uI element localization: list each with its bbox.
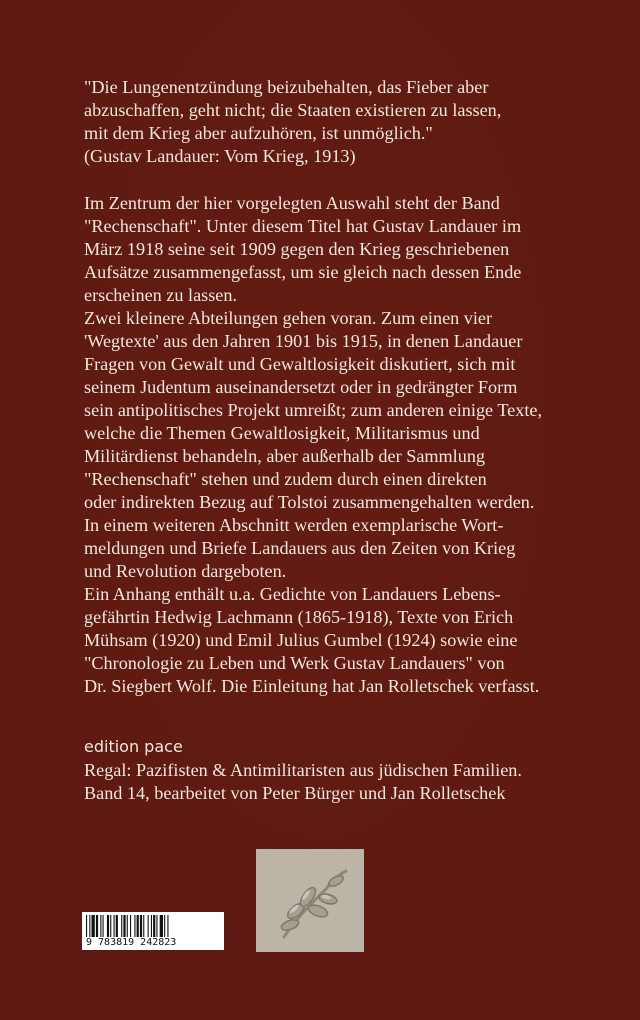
blurb-line: sein antipolitisches Projekt umreißt; zum anderen einige Texte,: [84, 400, 543, 420]
blurb-line: erscheinen zu lassen.: [84, 285, 238, 305]
epigraph-quote: [84, 76, 604, 168]
barcode-bar: [137, 915, 139, 939]
barcode-bar: [160, 915, 163, 939]
barcode-bar: [167, 915, 168, 939]
blurb-line: Zwei kleinere Abteilungen gehen voran. Zum einen vier: [84, 308, 493, 328]
barcode-bar: [96, 915, 98, 939]
blurb-line: Dr. Siegbert Wolf. Die Einleitung hat Jan Rolletschek verfasst.: [84, 676, 540, 696]
barcode-bar: [148, 915, 149, 939]
barcode-bar: [116, 915, 118, 939]
barcode-bar: [121, 915, 122, 939]
barcode-bar: [164, 915, 165, 939]
series-line: Regal: Pazifisten & Antimilitaristen aus jüdischen Familien.: [84, 760, 522, 780]
barcode-bar: [151, 915, 152, 939]
barcode-bar: [143, 915, 144, 939]
barcode-bar: [86, 915, 87, 939]
volume-line: Band 14, bearbeitet von Peter Bürger und Jan Rolletschek: [84, 783, 506, 803]
barcode-bar: [103, 915, 104, 939]
barcode-bars-icon: [86, 915, 220, 939]
series-info: [84, 759, 624, 805]
blurb-line: welche die Themen Gewaltlosigkeit, Militarismus und: [84, 423, 480, 443]
barcode-bar: [127, 915, 128, 939]
blurb-line: Fragen von Gewalt und Gewaltlosigkeit diskutiert, sich mit: [84, 354, 516, 374]
barcode-bar: [156, 915, 157, 939]
barcode-bar: [114, 915, 115, 939]
blurb-line: gefährtin Hedwig Lachmann (1865-1918), Texte von Erich: [84, 607, 514, 627]
blurb-line: Militärdienst behandeln, aber außerhalb der Sammlung: [84, 446, 486, 466]
barcode-bar: [153, 915, 155, 939]
blurb-line: meldungen und Briefe Landauers aus den Zeiten von Krieg: [84, 538, 516, 558]
publisher-logo-stone-relief: [256, 849, 364, 952]
blurb-text: [84, 192, 604, 698]
barcode-bar: [110, 915, 111, 939]
barcode-bar: [107, 915, 109, 939]
blurb-line: 'Wegtexte' aus den Jahren 1901 bis 1915, in denen Landauer: [84, 331, 523, 351]
leaf-relief-icon: [256, 849, 364, 952]
blurb-line: oder indirekten Bezug auf Tolstoi zusammengehalten werden.: [84, 492, 535, 512]
quote-line: mit dem Krieg aber aufzuhören, ist unmöglich.": [84, 123, 433, 143]
barcode-bar: [123, 915, 125, 939]
blurb-line: "Chronologie zu Leben und Werk Gustav Landauers" von: [84, 653, 505, 673]
barcode-bar: [140, 915, 142, 939]
quote-line: abzuschaffen, geht nicht; die Staaten existieren zu lassen,: [84, 100, 502, 120]
blurb-line: und Revolution dargeboten.: [84, 561, 287, 581]
blurb-line: "Rechenschaft". Unter diesem Titel hat Gustav Landauer im: [84, 216, 522, 236]
quote-attribution: (Gustav Landauer: Vom Krieg, 1913): [84, 146, 356, 166]
blurb-line: seinem Judentum auseinandersetzt oder in gedrängter Form: [84, 377, 518, 397]
blurb-line: März 1918 seine seit 1909 gegen den Krieg geschriebenen: [84, 239, 510, 259]
blurb-line: "Rechenschaft" stehen und zudem durch einen direkten: [84, 469, 487, 489]
blurb-line: Mühsam (1920) und Emil Julius Gumbel (1924) sowie eine: [84, 630, 518, 650]
blurb-line: In einem weiteren Abschnitt werden exemplarische Wort-: [84, 515, 504, 535]
quote-line: "Die Lungenentzündung beizubehalten, das Fieber aber: [84, 77, 489, 97]
isbn-number: 9 783819 242823: [86, 937, 177, 948]
barcode-bar: [89, 915, 90, 939]
barcode-bar: [92, 915, 95, 939]
blurb-line: Im Zentrum der hier vorgelegten Auswahl steht der Band: [84, 193, 500, 213]
barcode-bar: [100, 915, 101, 939]
publisher-name: edition pace: [84, 737, 183, 756]
blurb-line: Ein Anhang enthält u.a. Gedichte von Landauers Lebens-: [84, 584, 501, 604]
barcode-bar: [130, 915, 131, 939]
barcode-bar: [134, 915, 135, 939]
blurb-line: Aufsätze zusammengefasst, um sie gleich nach dessen Ende: [84, 262, 522, 282]
isbn-barcode: [82, 912, 224, 950]
